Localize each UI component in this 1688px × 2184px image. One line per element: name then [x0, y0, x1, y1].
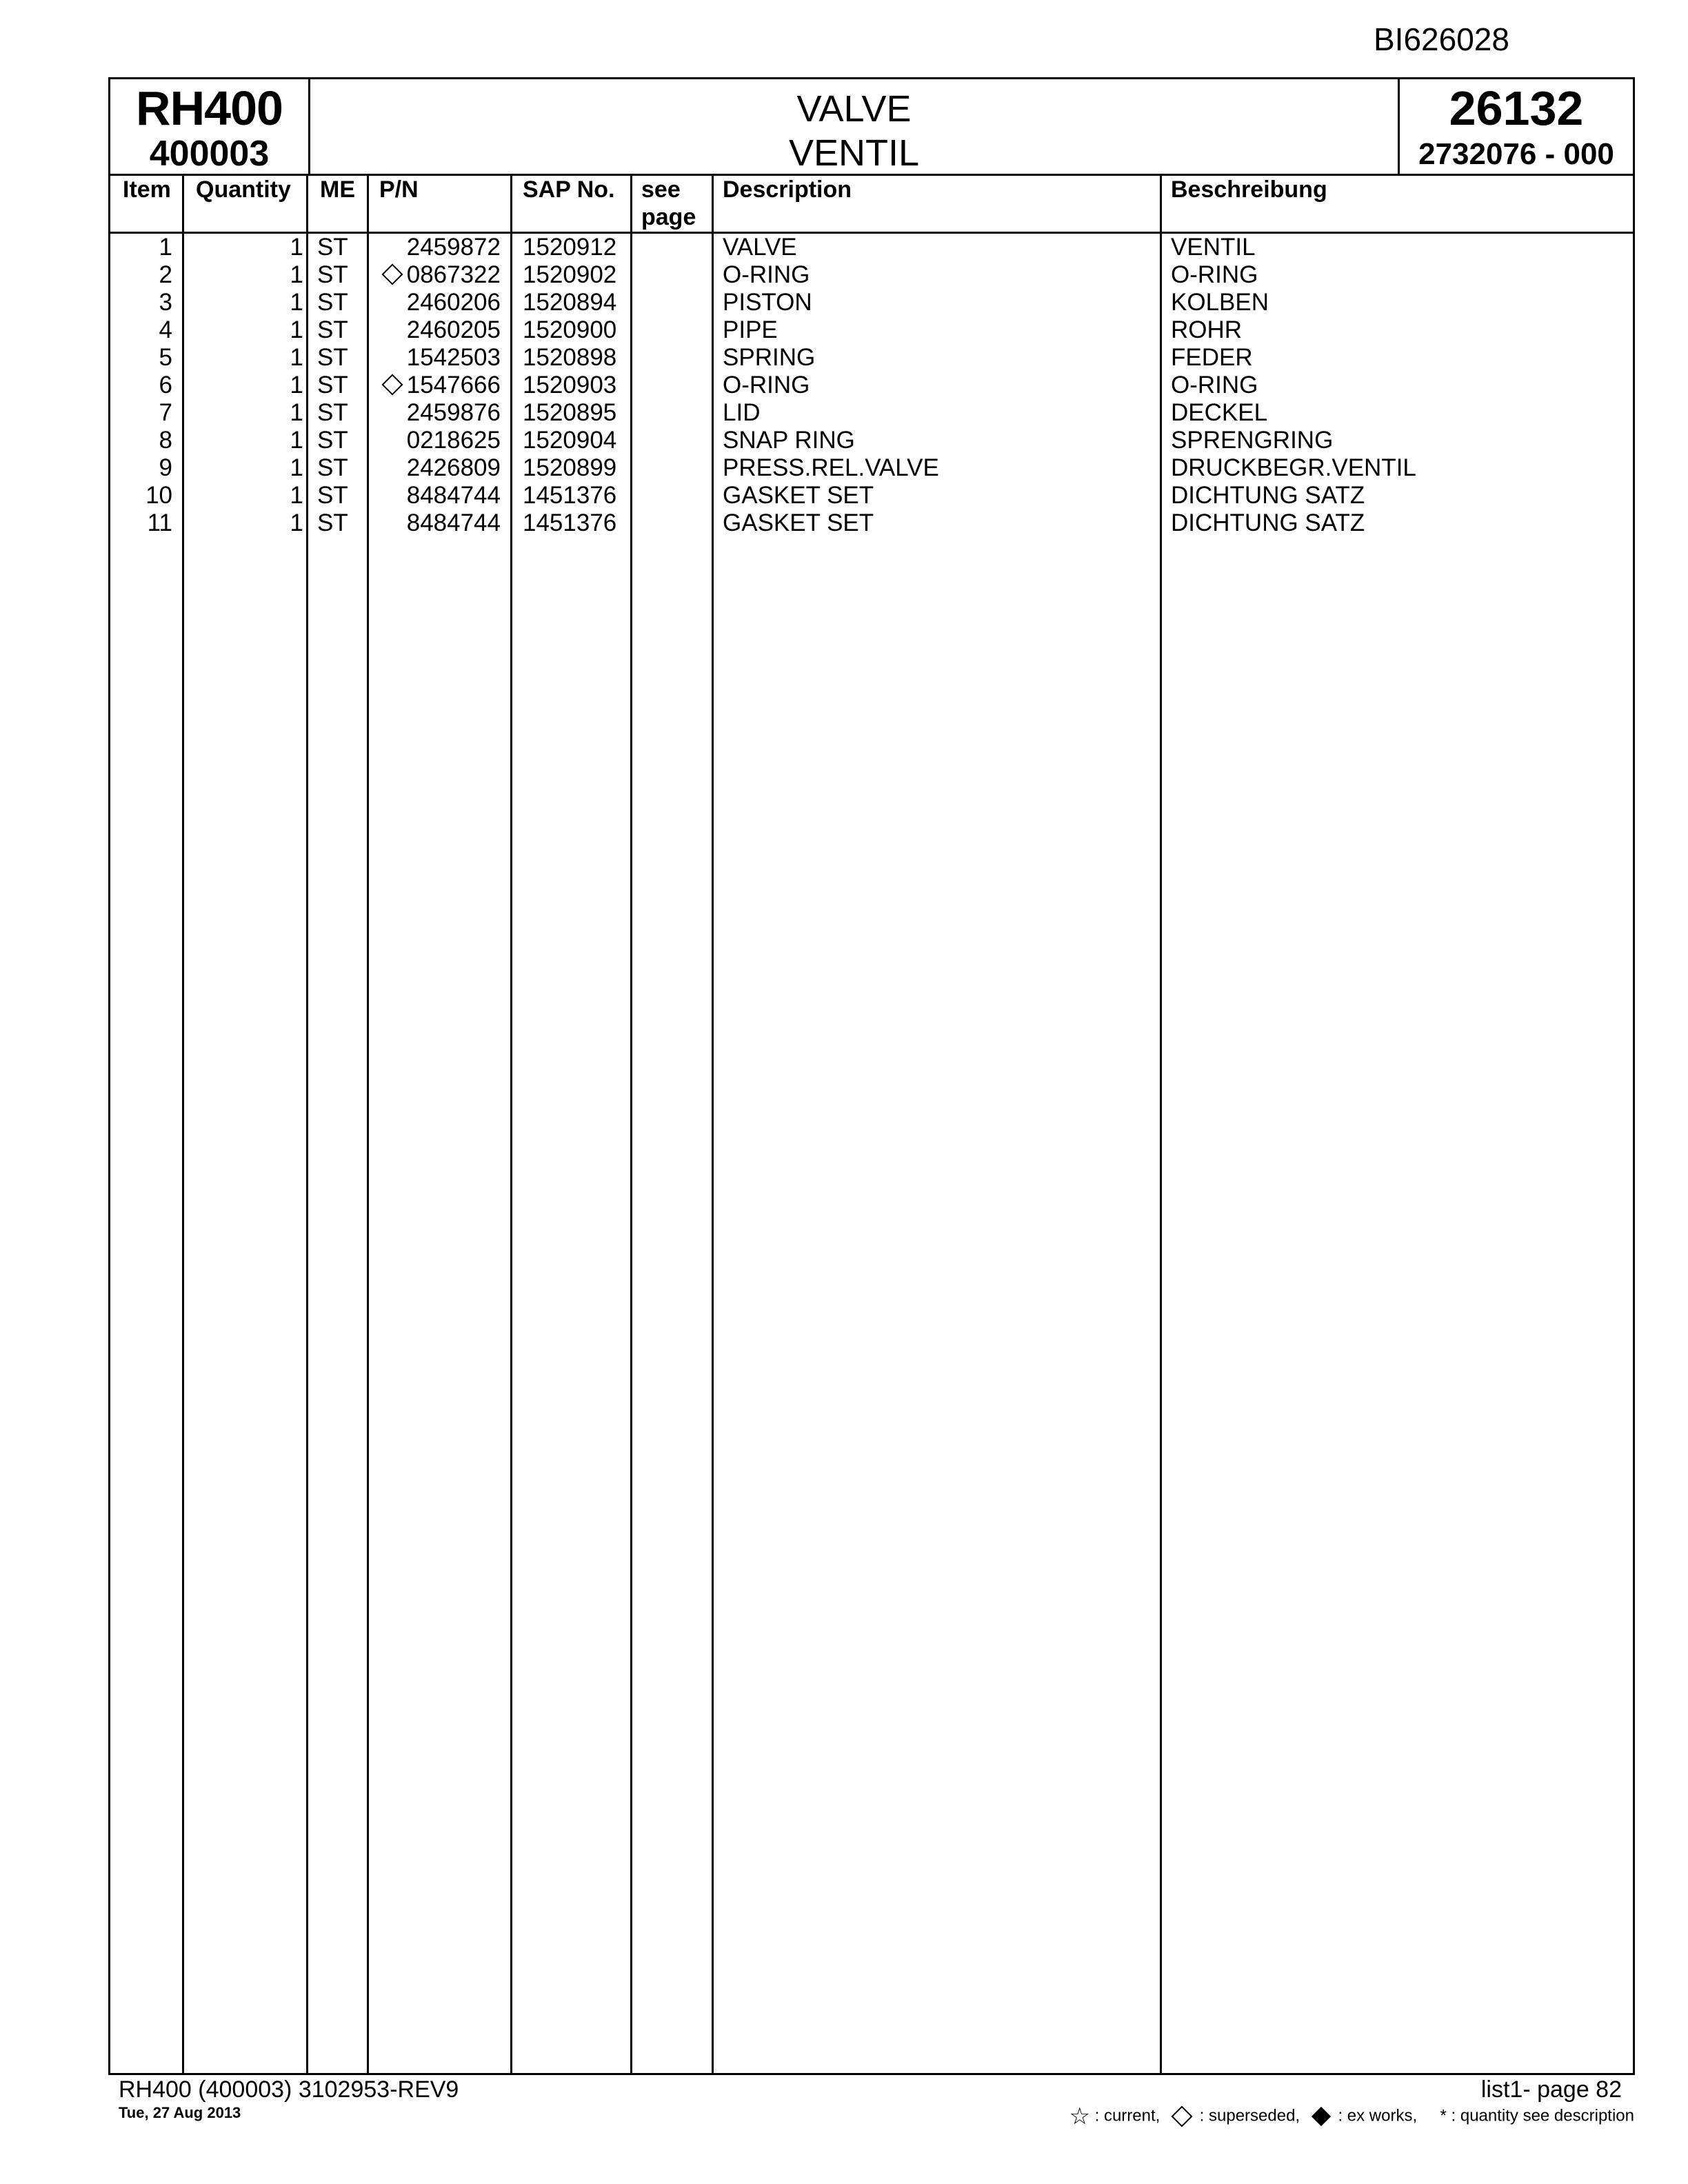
- item-cell: [110, 316, 172, 344]
- part-number-cell-text: 2459872: [406, 234, 501, 261]
- beschreibung-cell-text: DICHTUNG SATZ: [1171, 509, 1365, 536]
- part-number-cell-text: 2426809: [406, 454, 501, 481]
- beschreibung-cell: [1171, 427, 1333, 454]
- description-cell: [723, 399, 760, 427]
- part-number-cell-text: 8484744: [406, 509, 501, 536]
- me-cell-text: ST: [317, 454, 348, 481]
- item-cell-text: 2: [159, 261, 172, 288]
- description-cell: [723, 427, 855, 454]
- me-cell-text: ST: [317, 399, 348, 426]
- item-cell-text: 8: [159, 427, 172, 454]
- part-number-cell: [378, 372, 501, 399]
- sap-number-cell-text: 1520899: [523, 454, 617, 481]
- me-cell: [317, 316, 348, 344]
- item-cell-text: 1: [159, 234, 172, 261]
- quantity-cell-text: 1: [290, 234, 303, 261]
- item-cell: [110, 427, 172, 454]
- table-row: [110, 509, 1633, 537]
- part-number-cell-text: 8484744: [406, 482, 501, 509]
- item-cell: [110, 454, 172, 482]
- parts-table-body: [110, 234, 1633, 537]
- group-number: 26132: [1449, 81, 1584, 135]
- table-row: [110, 261, 1633, 289]
- me-cell: [317, 427, 348, 454]
- col-item: Item: [123, 176, 171, 203]
- sap-number-cell-text: 1520898: [523, 344, 617, 371]
- part-number-cell: [378, 344, 501, 372]
- legend-current: : current,: [1094, 2106, 1160, 2125]
- part-number-cell: [378, 399, 501, 427]
- description-cell-text: PISTON: [723, 289, 812, 316]
- col-page-label: page: [641, 204, 696, 230]
- description-cell-text: O-RING: [723, 372, 810, 398]
- legend-quantity: * : quantity see description: [1440, 2106, 1634, 2125]
- item-cell: [110, 509, 172, 537]
- quantity-cell: [185, 316, 303, 344]
- star-outline-icon: ☆: [1069, 2103, 1090, 2130]
- me-cell-text: ST: [317, 372, 348, 398]
- header-group-box: [1400, 79, 1633, 176]
- part-number-cell: [378, 427, 501, 454]
- me-cell-text: ST: [317, 289, 348, 316]
- quantity-cell: [185, 234, 303, 261]
- column-header-row: [110, 176, 1633, 234]
- quantity-cell-text: 1: [290, 482, 303, 509]
- item-cell-text: 9: [159, 454, 172, 481]
- group-reference: 2732076 - 000: [1418, 137, 1614, 171]
- header-model-box: [110, 79, 310, 176]
- col-pn: P/N: [379, 176, 419, 203]
- beschreibung-cell: [1171, 316, 1242, 344]
- me-cell: [317, 509, 348, 537]
- sap-number-cell-text: 1451376: [523, 482, 617, 509]
- beschreibung-cell-text: DRUCKBEGR.VENTIL: [1171, 454, 1416, 481]
- me-cell: [317, 344, 348, 372]
- quantity-cell: [185, 344, 303, 372]
- footer-date: Tue, 27 Aug 2013: [119, 2104, 241, 2121]
- item-cell: [110, 482, 172, 509]
- beschreibung-cell: [1171, 509, 1365, 537]
- col-see-label: see: [641, 176, 681, 203]
- beschreibung-cell: [1171, 234, 1256, 261]
- beschreibung-cell-text: VENTIL: [1171, 234, 1256, 261]
- description-cell-text: GASKET SET: [723, 509, 874, 536]
- table-row: [110, 316, 1633, 344]
- quantity-cell-text: 1: [290, 372, 303, 398]
- diamond-outline-icon: [1171, 2105, 1192, 2127]
- sap-number-cell-text: 1520902: [523, 261, 617, 288]
- sap-number-cell: [523, 289, 616, 316]
- col-quantity: Quantity: [196, 176, 291, 203]
- description-cell-text: GASKET SET: [723, 482, 874, 509]
- superseded-diamond-icon: [381, 374, 403, 395]
- beschreibung-cell: [1171, 344, 1253, 372]
- quantity-cell-text: 1: [290, 509, 303, 536]
- table-row: [110, 427, 1633, 454]
- col-see-page: [641, 176, 696, 231]
- description-cell: [723, 509, 874, 537]
- serial-number: 400003: [149, 134, 270, 174]
- sap-number-cell-text: 1520904: [523, 427, 617, 454]
- me-cell-text: ST: [317, 427, 348, 454]
- sap-number-cell: [523, 234, 616, 261]
- me-cell: [317, 482, 348, 509]
- item-cell-text: 4: [159, 316, 172, 343]
- part-number-cell: [378, 509, 501, 537]
- beschreibung-cell-text: DECKEL: [1171, 399, 1268, 426]
- me-cell: [317, 289, 348, 316]
- sap-number-cell: [523, 482, 616, 509]
- quantity-cell-text: 1: [290, 289, 303, 316]
- table-row: [110, 234, 1633, 261]
- legend-ex-works: : ex works,: [1338, 2106, 1418, 2125]
- item-cell: [110, 289, 172, 316]
- parts-list-frame: [108, 77, 1635, 2075]
- beschreibung-cell: [1171, 454, 1416, 482]
- me-cell: [317, 372, 348, 399]
- item-cell: [110, 344, 172, 372]
- me-cell: [317, 234, 348, 261]
- me-cell: [317, 261, 348, 289]
- table-row: [110, 344, 1633, 372]
- description-cell-text: LID: [723, 399, 761, 426]
- part-number-cell: [378, 454, 501, 482]
- me-cell-text: ST: [317, 482, 348, 509]
- table-row: [110, 482, 1633, 509]
- beschreibung-cell: [1171, 372, 1258, 399]
- part-number-cell-text: 0867322: [406, 261, 501, 288]
- description-cell-text: SNAP RING: [723, 427, 855, 454]
- sap-number-cell: [523, 427, 616, 454]
- title-german: VENTIL: [788, 132, 920, 174]
- header-title-box: [310, 79, 1400, 176]
- quantity-cell: [185, 427, 303, 454]
- item-cell: [110, 372, 172, 399]
- description-cell: [723, 482, 874, 509]
- sap-number-cell: [523, 344, 616, 372]
- footer-page-label: list1- page 82: [1480, 2076, 1622, 2103]
- part-number-cell: [378, 234, 501, 261]
- description-cell: [723, 316, 778, 344]
- me-cell-text: ST: [317, 509, 348, 536]
- part-number-cell-text: 1547666: [406, 372, 501, 398]
- sap-number-cell: [523, 316, 616, 344]
- quantity-cell: [185, 372, 303, 399]
- item-cell: [110, 399, 172, 427]
- sap-number-cell: [523, 454, 616, 482]
- description-cell: [723, 372, 810, 399]
- title-english: VALVE: [796, 88, 912, 130]
- quantity-cell: [185, 482, 303, 509]
- item-cell-text: 10: [145, 482, 172, 509]
- item-cell-text: 7: [159, 399, 172, 426]
- sap-number-cell-text: 1520903: [523, 372, 617, 398]
- me-cell-text: ST: [317, 234, 348, 261]
- sap-number-cell-text: 1520895: [523, 399, 617, 426]
- item-cell: [110, 261, 172, 289]
- footer-doc-ref: RH400 (400003) 3102953-REV9: [119, 2076, 459, 2103]
- symbol-legend: [1069, 2103, 1634, 2130]
- quantity-cell-text: 1: [290, 261, 303, 288]
- superseded-diamond-icon: [381, 263, 403, 285]
- quantity-cell: [185, 454, 303, 482]
- item-cell-text: 6: [159, 372, 172, 398]
- beschreibung-cell-text: SPRENGRING: [1171, 427, 1334, 454]
- quantity-cell: [185, 289, 303, 316]
- part-number-cell: [378, 261, 501, 289]
- beschreibung-cell-text: DICHTUNG SATZ: [1171, 482, 1365, 509]
- me-cell-text: ST: [317, 316, 348, 343]
- quantity-cell-text: 1: [290, 316, 303, 343]
- part-number-cell: [378, 289, 501, 316]
- description-cell: [723, 234, 797, 261]
- beschreibung-cell: [1171, 289, 1269, 316]
- sap-number-cell: [523, 399, 616, 427]
- part-number-cell: [378, 482, 501, 509]
- description-cell: [723, 261, 810, 289]
- description-cell-text: SPRING: [723, 344, 816, 371]
- col-sap: SAP No.: [523, 176, 615, 203]
- table-row: [110, 372, 1633, 399]
- description-cell-text: VALVE: [723, 234, 797, 261]
- description-cell-text: PRESS.REL.VALVE: [723, 454, 939, 481]
- beschreibung-cell-text: O-RING: [1171, 261, 1258, 288]
- item-cell: [110, 234, 172, 261]
- me-cell-text: ST: [317, 261, 348, 288]
- part-number-cell-text: 1542503: [406, 344, 501, 371]
- sap-number-cell: [523, 261, 616, 289]
- document-id: BI626028: [1374, 21, 1509, 57]
- me-cell: [317, 454, 348, 482]
- beschreibung-cell-text: O-RING: [1171, 372, 1258, 398]
- quantity-cell: [185, 399, 303, 427]
- beschreibung-cell-text: KOLBEN: [1171, 289, 1269, 316]
- sap-number-cell: [523, 509, 616, 537]
- me-cell: [317, 399, 348, 427]
- part-number-cell: [378, 316, 501, 344]
- part-number-cell-text: 2460205: [406, 316, 501, 343]
- beschreibung-cell-text: ROHR: [1171, 316, 1243, 343]
- description-cell: [723, 289, 812, 316]
- me-cell-text: ST: [317, 344, 348, 371]
- item-cell-text: 11: [147, 509, 172, 536]
- item-cell-text: 5: [159, 344, 172, 371]
- description-cell-text: O-RING: [723, 261, 810, 288]
- sap-number-cell-text: 1520894: [523, 289, 617, 316]
- beschreibung-cell: [1171, 399, 1267, 427]
- part-number-cell-text: 2460206: [406, 289, 501, 316]
- sap-number-cell-text: 1451376: [523, 509, 617, 536]
- quantity-cell-text: 1: [290, 344, 303, 371]
- table-row: [110, 454, 1633, 482]
- sap-number-cell: [523, 372, 616, 399]
- description-cell: [723, 454, 939, 482]
- sap-number-cell-text: 1520912: [523, 234, 617, 261]
- table-row: [110, 399, 1633, 427]
- table-row: [110, 289, 1633, 316]
- beschreibung-cell: [1171, 261, 1258, 289]
- beschreibung-cell-text: FEDER: [1171, 344, 1253, 371]
- part-number-cell-text: 0218625: [406, 427, 501, 454]
- diamond-filled-icon: [1312, 2107, 1331, 2126]
- col-description: Description: [723, 176, 852, 203]
- quantity-cell-text: 1: [290, 399, 303, 426]
- description-cell-text: PIPE: [723, 316, 778, 343]
- item-cell-text: 3: [159, 289, 172, 316]
- legend-superseded: : superseded,: [1199, 2106, 1300, 2125]
- part-number-cell-text: 2459876: [406, 399, 501, 426]
- model-name: RH400: [136, 81, 283, 135]
- description-cell: [723, 344, 815, 372]
- sap-number-cell-text: 1520900: [523, 316, 617, 343]
- quantity-cell: [185, 509, 303, 537]
- col-me: ME: [320, 176, 355, 203]
- quantity-cell-text: 1: [290, 454, 303, 481]
- quantity-cell-text: 1: [290, 427, 303, 454]
- col-beschreibung: Beschreibung: [1171, 176, 1327, 203]
- beschreibung-cell: [1171, 482, 1365, 509]
- quantity-cell: [185, 261, 303, 289]
